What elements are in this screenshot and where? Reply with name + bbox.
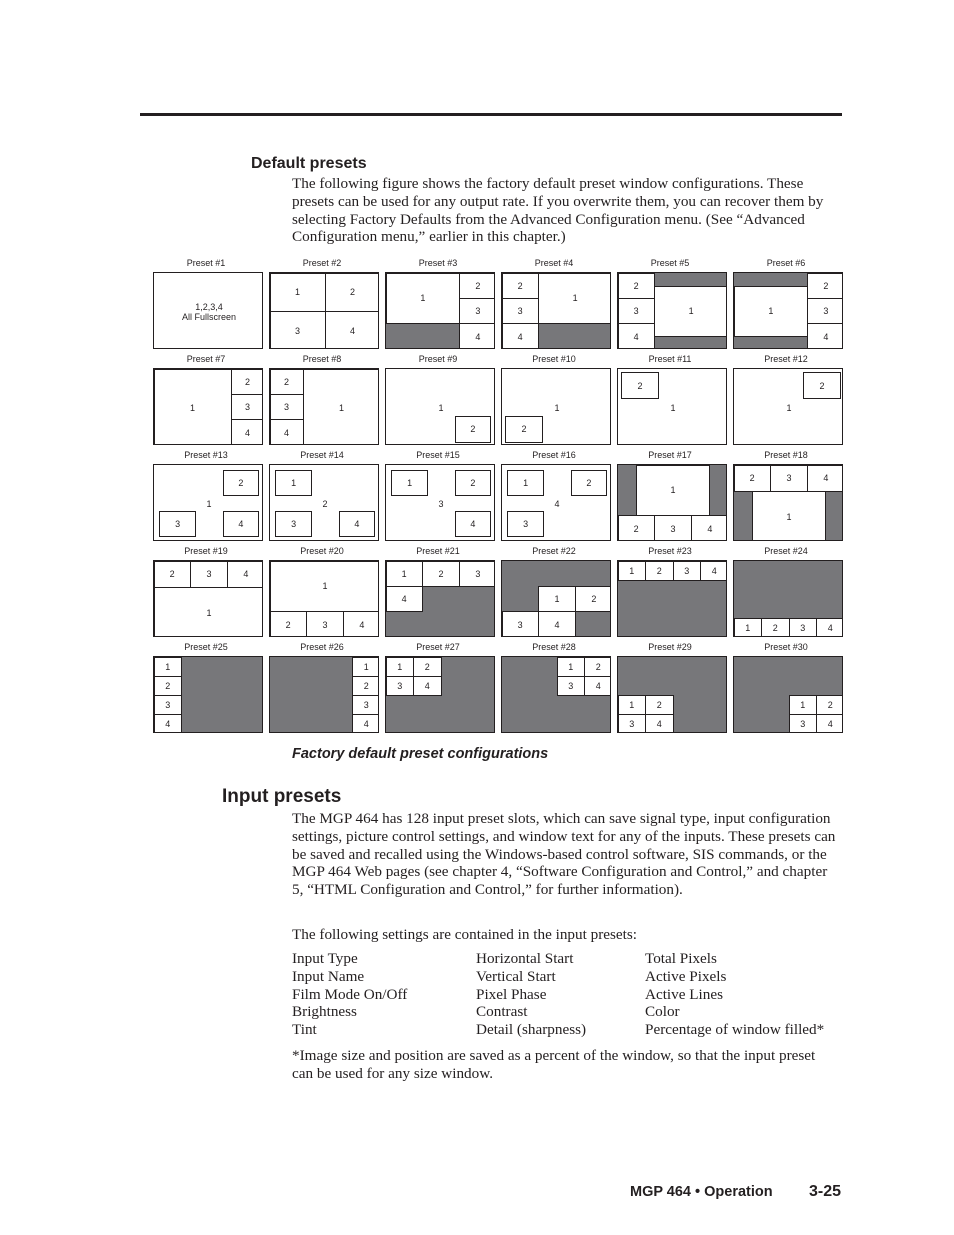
unused-area <box>734 337 808 349</box>
preset-window: 3 <box>275 511 312 537</box>
preset-window: 3 <box>386 676 415 696</box>
preset-window: 1 <box>734 618 763 637</box>
settings-intro: The following settings are contained in the input presets: <box>292 926 638 943</box>
preset-window: 4 <box>386 586 423 612</box>
preset-window: 4 <box>154 714 183 733</box>
preset-diagram <box>382 354 494 446</box>
preset-window: 3 <box>618 298 655 324</box>
settings-column-3 <box>645 950 824 1039</box>
preset-diagram <box>614 354 726 446</box>
section-heading: Default presets <box>251 155 367 172</box>
preset-screen <box>617 560 727 637</box>
preset-screen <box>269 560 379 637</box>
preset-diagram <box>382 546 494 638</box>
preset-window: 4 <box>816 618 843 637</box>
preset-screen <box>617 368 727 445</box>
preset-label: Preset #26 <box>300 642 344 652</box>
preset-window: 3 <box>673 561 702 581</box>
preset-screen <box>385 368 495 445</box>
preset-window: 3 <box>618 714 647 733</box>
preset-label: Preset #3 <box>418 258 458 268</box>
preset-window: 1 <box>507 470 544 496</box>
header-rule <box>140 113 842 116</box>
setting-item: Input Name <box>292 967 365 985</box>
unused-area <box>654 273 727 286</box>
footnote: *Image size and position are saved as a percent of the window, so that the input preset can be used for any size window. <box>292 1047 816 1082</box>
preset-window: 3 <box>459 298 495 324</box>
preset-diagram <box>498 450 610 542</box>
preset-label: Preset #19 <box>184 546 228 556</box>
preset-window: 4 <box>645 714 674 733</box>
unused-area <box>618 580 727 637</box>
intro-paragraph: The following figure shows the factory default preset window configurations. These presets can be used for any output rate. If you overwrite them, you can recover them by selecting Factory Defaults from the Advanced Configuration menu. (See “Advanced Configuration menu,” earlier in this chapter.) <box>292 175 824 246</box>
preset-window: 1 <box>538 586 576 612</box>
unused-area <box>576 612 611 637</box>
preset-window: 1 <box>734 286 809 338</box>
preset-window: 1,2,3,4 All Fullscreen <box>181 301 237 322</box>
setting-item: Brightness <box>292 1003 357 1021</box>
preset-window: 3 <box>654 515 692 541</box>
preset-window: 1 <box>618 561 647 581</box>
preset-screen <box>385 656 495 733</box>
preset-screen <box>385 560 495 637</box>
unused-area <box>538 324 611 349</box>
preset-diagram <box>382 450 494 542</box>
preset-window: 3 <box>502 611 539 637</box>
preset-diagram <box>150 450 262 542</box>
setting-item: Active Pixels <box>645 967 727 985</box>
preset-window: 3 <box>190 561 228 588</box>
unused-area <box>734 657 843 696</box>
preset-window: 2 <box>734 465 771 492</box>
preset-window: 2 <box>231 369 264 395</box>
setting-item: Film Mode On/Off <box>292 985 408 1003</box>
preset-window: 1 <box>386 561 423 587</box>
preset-diagram <box>614 258 726 350</box>
preset-window: 4 <box>231 419 264 445</box>
preset-label: Preset #7 <box>186 354 226 364</box>
preset-label: Preset #24 <box>764 546 808 556</box>
preset-label: Preset #1 <box>186 258 226 268</box>
preset-window: 2 <box>575 586 611 612</box>
preset-screen <box>617 272 727 349</box>
unused-area <box>673 696 727 734</box>
input-presets-paragraph: The MGP 464 has 128 input preset slots, which can save signal type, input configuration settings, picture control settings, and window text for any of the inputs. These presets can be saved and recalled using the Windows-based control software, SIS commands, or the MGP 464 Web pages (see chapter 4, “Software Configuration and Control,” and chapter 5, “HTML Configuration and Control,” for further information). <box>292 810 836 899</box>
preset-window: 2 <box>505 416 543 442</box>
unused-area <box>734 491 753 541</box>
preset-window: 2 <box>455 470 491 496</box>
unused-area <box>734 273 808 286</box>
preset-window: 3 <box>154 695 183 715</box>
preset-diagram <box>730 546 842 638</box>
preset-window: 3 <box>507 511 544 537</box>
preset-label: Preset #30 <box>764 642 808 652</box>
preset-diagram <box>150 354 262 446</box>
preset-window: 2 <box>803 372 841 398</box>
preset-screen <box>501 464 611 541</box>
preset-window: 2 <box>571 470 607 496</box>
preset-window: 2 <box>455 416 491 442</box>
preset-window: 3 <box>789 618 818 637</box>
unused-area <box>386 324 460 349</box>
preset-window: 4 <box>459 323 495 349</box>
preset-screen <box>269 656 379 733</box>
preset-screen <box>501 560 611 637</box>
unused-area <box>386 612 495 637</box>
preset-window: 4 <box>343 611 379 637</box>
unused-area <box>618 465 637 516</box>
page-number: 3-25 <box>809 1183 842 1200</box>
preset-window: 1 <box>275 470 312 496</box>
preset-diagram <box>730 450 842 542</box>
preset-screen <box>153 656 263 733</box>
preset-screen <box>153 464 263 541</box>
settings-column-1 <box>292 950 407 1039</box>
preset-window: 3 <box>231 394 264 420</box>
preset-window: 4 <box>554 498 560 509</box>
preset-label: Preset #27 <box>416 642 460 652</box>
preset-label: Preset #9 <box>418 354 458 364</box>
preset-window: 2 <box>413 657 442 677</box>
figure-caption: Factory default preset configurations <box>292 746 549 762</box>
preset-window: 2 <box>645 695 674 715</box>
unused-area <box>441 657 495 733</box>
unused-area <box>502 586 538 611</box>
preset-screen <box>501 656 611 733</box>
preset-window: 3 <box>502 298 539 324</box>
preset-window: 2 <box>422 561 460 587</box>
preset-window: 3 <box>807 298 843 324</box>
preset-screen <box>501 272 611 349</box>
preset-window: 3 <box>270 311 326 349</box>
unused-area <box>618 657 727 696</box>
settings-column-2 <box>476 950 586 1039</box>
preset-diagram <box>614 546 726 638</box>
preset-label: Preset #10 <box>532 354 576 364</box>
preset-window: 1 <box>386 657 415 677</box>
preset-label: Preset #6 <box>766 258 806 268</box>
preset-window: 2 <box>325 273 380 313</box>
preset-diagram <box>150 642 262 734</box>
setting-item: Vertical Start <box>476 967 556 985</box>
preset-window: 1 <box>386 273 461 325</box>
unused-area <box>734 561 843 619</box>
preset-window: 2 <box>154 676 183 696</box>
unused-area <box>502 561 611 586</box>
setting-item: Detail (sharpness) <box>476 1021 587 1039</box>
preset-window: 4 <box>455 511 491 537</box>
preset-diagram <box>150 258 262 350</box>
preset-window: 1 <box>154 657 183 677</box>
setting-item: Input Type <box>292 950 358 967</box>
preset-diagram <box>266 354 378 446</box>
preset-diagram <box>266 642 378 734</box>
preset-diagram <box>498 258 610 350</box>
preset-window: 2 <box>154 561 191 588</box>
preset-label: Preset #21 <box>416 546 460 556</box>
unused-area <box>654 337 727 349</box>
preset-label: Preset #28 <box>532 642 576 652</box>
preset-diagram <box>730 354 842 446</box>
preset-window: 1 <box>154 587 264 637</box>
preset-label: Preset #15 <box>416 450 460 460</box>
preset-label: Preset #11 <box>648 354 692 364</box>
preset-window: 1 <box>438 402 444 413</box>
preset-window: 1 <box>206 498 212 509</box>
preset-label: Preset #20 <box>300 546 344 556</box>
preset-window: 1 <box>303 369 380 446</box>
preset-window: 4 <box>325 311 380 349</box>
footer-title: MGP 464 • Operation <box>630 1184 773 1200</box>
preset-diagram <box>266 450 378 542</box>
setting-item: Active Lines <box>645 985 724 1003</box>
preset-window: 4 <box>352 714 379 733</box>
preset-window: 4 <box>270 419 304 445</box>
preset-window: 4 <box>691 515 727 541</box>
unused-area <box>270 657 353 733</box>
preset-window: 1 <box>270 561 380 613</box>
preset-screen <box>733 464 843 541</box>
preset-window: 1 <box>554 402 560 413</box>
preset-window: 4 <box>816 714 843 733</box>
preset-window: 1 <box>538 273 611 325</box>
preset-diagram <box>498 546 610 638</box>
preset-label: Preset #4 <box>534 258 574 268</box>
input-presets-heading: Input presets <box>222 786 342 807</box>
preset-window: 3 <box>270 394 304 420</box>
preset-label: Preset #5 <box>650 258 690 268</box>
preset-window: 3 <box>306 611 344 637</box>
preset-window: 1 <box>789 695 818 715</box>
preset-window: 3 <box>352 695 379 715</box>
preset-window: 2 <box>816 695 843 715</box>
preset-screen <box>385 464 495 541</box>
preset-diagram <box>266 546 378 638</box>
preset-label: Preset #17 <box>648 450 692 460</box>
preset-window: 4 <box>502 323 539 349</box>
preset-label: Preset #13 <box>184 450 228 460</box>
unused-area <box>386 696 441 734</box>
preset-window: 2 <box>807 273 843 299</box>
setting-item: Percentage of window filled* <box>645 1021 825 1039</box>
unused-area <box>182 657 264 733</box>
preset-window: 2 <box>459 273 495 299</box>
preset-screen <box>153 368 263 445</box>
preset-window: 1 <box>270 273 326 313</box>
preset-figure <box>150 258 845 736</box>
unused-area <box>557 696 611 734</box>
preset-window: 2 <box>270 369 304 395</box>
preset-label: Preset #25 <box>184 642 228 652</box>
preset-diagram <box>730 642 842 734</box>
preset-label: Preset #18 <box>764 450 808 460</box>
preset-window: 1 <box>154 369 232 446</box>
preset-label: Preset #8 <box>302 354 342 364</box>
preset-label: Preset #29 <box>648 642 692 652</box>
preset-screen <box>269 272 379 349</box>
preset-window: 3 <box>557 676 586 696</box>
preset-window: 2 <box>618 273 655 299</box>
preset-screen <box>501 368 611 445</box>
preset-diagram <box>150 546 262 638</box>
preset-window: 4 <box>618 323 655 349</box>
preset-window: 4 <box>700 561 727 581</box>
preset-screen <box>733 560 843 637</box>
preset-screen <box>617 464 727 541</box>
preset-label: Preset #12 <box>764 354 808 364</box>
preset-diagram <box>498 354 610 446</box>
preset-window: 2 <box>645 561 674 581</box>
preset-label: Preset #16 <box>532 450 576 460</box>
preset-window: 4 <box>223 511 259 537</box>
preset-window: 1 <box>391 470 428 496</box>
preset-window: 1 <box>654 286 727 338</box>
preset-diagram <box>266 258 378 350</box>
unused-area <box>502 657 557 733</box>
setting-item: Contrast <box>476 1003 528 1021</box>
preset-label: Preset #23 <box>648 546 692 556</box>
preset-screen <box>269 464 379 541</box>
preset-label: Preset #14 <box>300 450 344 460</box>
preset-screen <box>733 368 843 445</box>
preset-window: 4 <box>807 465 843 492</box>
preset-window: 4 <box>538 611 576 637</box>
preset-window: 4 <box>227 561 263 588</box>
preset-diagram <box>498 642 610 734</box>
preset-screen <box>269 368 379 445</box>
unused-area <box>709 465 727 516</box>
preset-window: 2 <box>352 676 379 696</box>
preset-diagram <box>614 642 726 734</box>
preset-diagram <box>614 450 726 542</box>
preset-window: 1 <box>670 402 676 413</box>
preset-window: 2 <box>502 273 539 299</box>
preset-window: 4 <box>584 676 611 696</box>
preset-screen <box>153 560 263 637</box>
setting-item: Horizontal Start <box>476 950 574 967</box>
setting-item: Color <box>645 1003 680 1021</box>
preset-window: 2 <box>621 372 659 398</box>
preset-diagram <box>382 258 494 350</box>
preset-label: Preset #22 <box>532 546 576 556</box>
preset-window: 1 <box>352 657 379 677</box>
preset-diagram <box>382 642 494 734</box>
preset-window: 1 <box>636 465 710 517</box>
preset-screen <box>733 272 843 349</box>
preset-window: 2 <box>322 498 328 509</box>
preset-label: Preset #2 <box>302 258 342 268</box>
preset-window: 3 <box>159 511 196 537</box>
preset-window: 3 <box>438 498 444 509</box>
setting-item: Pixel Phase <box>476 985 547 1003</box>
preset-window: 1 <box>752 491 826 541</box>
preset-screen <box>617 656 727 733</box>
preset-diagram <box>730 258 842 350</box>
preset-window: 2 <box>761 618 790 637</box>
preset-window: 2 <box>618 515 655 541</box>
unused-area <box>422 586 495 611</box>
preset-window: 4 <box>807 323 843 349</box>
preset-screen <box>153 272 263 349</box>
preset-window: 1 <box>618 695 647 715</box>
preset-window: 3 <box>459 561 495 587</box>
preset-window: 2 <box>223 470 259 496</box>
preset-window: 1 <box>786 402 792 413</box>
preset-window: 4 <box>339 511 375 537</box>
preset-screen <box>385 272 495 349</box>
preset-window: 3 <box>770 465 808 492</box>
unused-area <box>734 696 789 734</box>
preset-window: 1 <box>557 657 586 677</box>
preset-screen <box>733 656 843 733</box>
preset-window: 2 <box>270 611 307 637</box>
preset-window: 2 <box>584 657 611 677</box>
preset-window: 3 <box>789 714 818 733</box>
setting-item: Tint <box>292 1021 317 1039</box>
setting-item: Total Pixels <box>645 950 717 967</box>
unused-area <box>825 491 843 541</box>
preset-window: 4 <box>413 676 442 696</box>
